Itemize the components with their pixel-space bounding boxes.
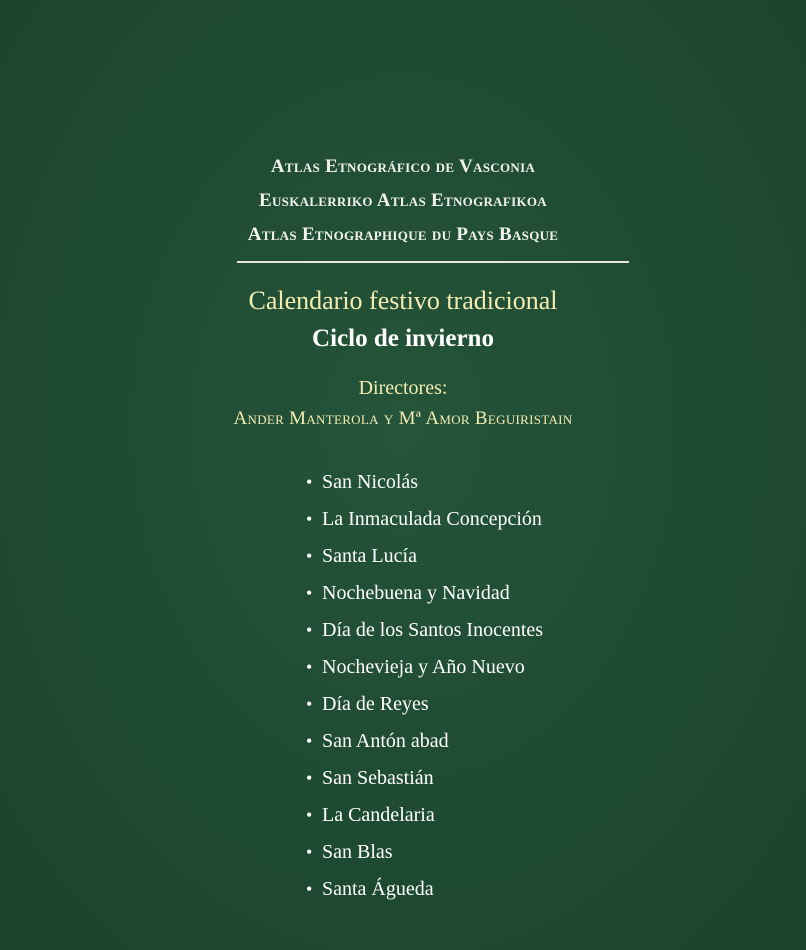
divider-rule <box>237 261 629 263</box>
feast-item-candelaria <box>306 797 543 834</box>
feast-label: San Nicolás <box>322 471 419 493</box>
feast-label: San Antón abad <box>322 730 449 752</box>
feast-item-santa-agueda <box>306 871 543 908</box>
directors-label: Directores: <box>358 377 448 399</box>
feast-item-ano-nuevo <box>306 649 543 686</box>
bullet-icon: • <box>306 805 313 825</box>
feast-item-santa-lucia <box>306 538 543 575</box>
book-title: Calendario festivo tradicional <box>248 286 558 315</box>
feast-label: Nochebuena y Navidad <box>322 582 510 604</box>
feast-item-inmaculada <box>306 501 543 538</box>
series-title-basque: Euskalerriko Atlas Etnografikoa <box>259 190 547 211</box>
feast-list <box>306 464 543 908</box>
directors-names: Ander Manterola y Mª Amor Beguiristain <box>233 408 573 429</box>
bullet-icon: • <box>306 509 313 529</box>
feast-label: Santa Águeda <box>322 878 434 900</box>
bullet-icon: • <box>306 546 313 566</box>
feast-label: Día de los Santos Inocentes <box>322 619 544 641</box>
bullet-icon: • <box>306 657 313 677</box>
feast-label: La Inmaculada Concepción <box>322 508 542 530</box>
bullet-icon: • <box>306 731 313 751</box>
feast-label: Día de Reyes <box>322 693 429 715</box>
feast-label: La Candelaria <box>322 804 435 826</box>
feast-label: San Blas <box>322 841 393 863</box>
feast-item-navidad <box>306 575 543 612</box>
bullet-icon: • <box>306 694 313 714</box>
feast-label: Santa Lucía <box>322 545 417 567</box>
bullet-icon: • <box>306 842 313 862</box>
book-subtitle: Ciclo de invierno <box>312 325 494 352</box>
bullet-icon: • <box>306 620 313 640</box>
feast-item-inocentes <box>306 612 543 649</box>
feast-item-san-blas <box>306 834 543 871</box>
bullet-icon: • <box>306 472 313 492</box>
series-title-french: Atlas Etnographique du Pays Basque <box>247 224 559 245</box>
series-titles <box>0 150 806 252</box>
feast-label: San Sebastián <box>322 767 434 789</box>
bullet-icon: • <box>306 583 313 603</box>
bullet-icon: • <box>306 879 313 899</box>
feast-label: Nochevieja y Año Nuevo <box>322 656 525 678</box>
series-title-spanish: Atlas Etnográfico de Vasconia <box>270 156 536 177</box>
feast-item-san-anton <box>306 723 543 760</box>
feast-item-san-sebastian <box>306 760 543 797</box>
feast-item-reyes <box>306 686 543 723</box>
feast-item-san-nicolas <box>306 464 543 501</box>
bullet-icon: • <box>306 768 313 788</box>
